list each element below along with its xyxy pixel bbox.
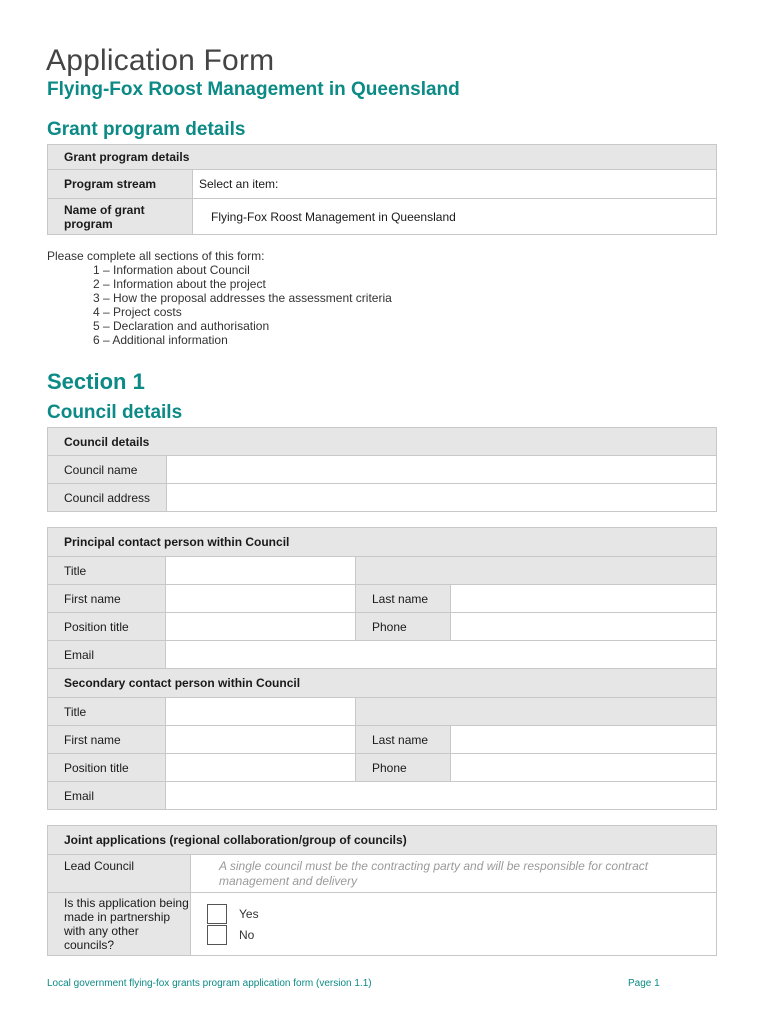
secondary-last-name-label: Last name	[356, 726, 451, 754]
principal-first-name-label: First name	[48, 585, 166, 613]
page-title: Application Form	[46, 44, 275, 77]
principal-position-label: Position title	[48, 613, 166, 641]
council-name-label: Council name	[48, 456, 167, 484]
principal-phone-input[interactable]	[451, 613, 717, 641]
secondary-first-name-input[interactable]	[166, 726, 356, 754]
secondary-title-input[interactable]	[166, 698, 356, 726]
principal-last-name-label: Last name	[356, 585, 451, 613]
list-item: 4 – Project costs	[93, 305, 182, 319]
partnership-yes-checkbox[interactable]	[207, 904, 227, 924]
footer-page-number: Page 1	[628, 978, 660, 989]
partnership-no-label: No	[239, 927, 255, 942]
list-item: 5 – Declaration and authorisation	[93, 319, 270, 333]
secondary-email-label: Email	[48, 782, 166, 810]
page-subtitle: Flying-Fox Roost Management in Queensland	[47, 79, 460, 100]
lead-council-label: Lead Council	[48, 855, 191, 893]
footer-document-name: Local government flying-fox grants program application form (version 1.1)	[47, 978, 372, 989]
program-stream-label: Program stream	[48, 170, 193, 199]
joint-table-header: Joint applications (regional collaboration/group of councils)	[48, 826, 717, 855]
list-item: 3 – How the proposal addresses the assessment criteria	[93, 291, 392, 305]
council-address-input[interactable]	[167, 484, 717, 512]
partnership-no-option[interactable]	[207, 924, 716, 945]
principal-title-filler	[356, 557, 717, 585]
principal-email-label: Email	[48, 641, 166, 669]
instructions-lead: Please complete all sections of this form:	[47, 249, 265, 263]
partnership-yes-option[interactable]	[207, 903, 716, 924]
council-table	[47, 427, 717, 512]
principal-title-input[interactable]	[166, 557, 356, 585]
secondary-contact-header: Secondary contact person within Council	[48, 669, 717, 698]
principal-email-input[interactable]	[166, 641, 717, 669]
contacts-table	[47, 527, 717, 810]
secondary-phone-input[interactable]	[451, 754, 717, 782]
secondary-position-input[interactable]	[166, 754, 356, 782]
principal-first-name-input[interactable]	[166, 585, 356, 613]
list-item: 1 – Information about Council	[93, 263, 250, 277]
partnership-yes-label: Yes	[239, 906, 259, 921]
grant-table-header: Grant program details	[48, 145, 717, 170]
partnership-label: Is this application being made in partnership with any other councils?	[48, 893, 191, 956]
principal-title-label: Title	[48, 557, 166, 585]
grant-table	[47, 144, 717, 235]
council-address-label: Council address	[48, 484, 167, 512]
council-name-input[interactable]	[167, 456, 717, 484]
list-item: 2 – Information about the project	[93, 277, 266, 291]
secondary-title-filler	[356, 698, 717, 726]
grant-name-value: Flying-Fox Roost Management in Queensland	[193, 199, 717, 235]
partnership-options	[191, 893, 717, 956]
lead-council-input[interactable]: A single council must be the contracting party and will be responsible for contract management and delivery	[191, 855, 717, 893]
secondary-last-name-input[interactable]	[451, 726, 717, 754]
principal-position-input[interactable]	[166, 613, 356, 641]
council-details-heading: Council details	[47, 402, 183, 423]
secondary-first-name-label: First name	[48, 726, 166, 754]
partnership-no-checkbox[interactable]	[207, 925, 227, 945]
principal-phone-label: Phone	[356, 613, 451, 641]
joint-table	[47, 825, 717, 956]
secondary-position-label: Position title	[48, 754, 166, 782]
grant-name-label: Name of grant program	[48, 199, 193, 235]
grant-heading: Grant program details	[47, 119, 246, 140]
instructions	[47, 249, 392, 347]
program-stream-select[interactable]: Select an item:	[193, 170, 717, 199]
principal-contact-header: Principal contact person within Council	[48, 528, 717, 557]
principal-last-name-input[interactable]	[451, 585, 717, 613]
list-item: 6 – Additional information	[93, 333, 228, 347]
section-1-heading: Section 1	[47, 369, 145, 394]
secondary-title-label: Title	[48, 698, 166, 726]
council-table-header: Council details	[48, 428, 717, 456]
secondary-phone-label: Phone	[356, 754, 451, 782]
secondary-email-input[interactable]	[166, 782, 717, 810]
section-list	[47, 263, 392, 347]
